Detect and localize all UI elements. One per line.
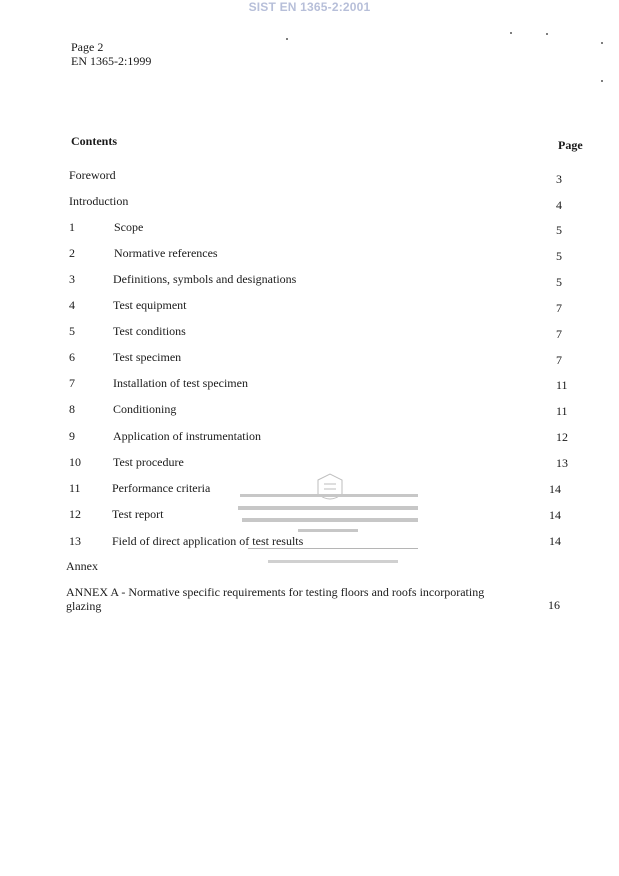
toc-row-8 [0,401,619,417]
document-id: EN 1365-2:1999 [71,54,152,68]
annex-label: Annex [66,559,98,573]
toc-entry-title: Test equipment [113,298,187,312]
toc-entry-title: Scope [114,220,144,234]
toc-entry-title: Conditioning [113,402,177,416]
toc-entry-title: Introduction [69,194,129,208]
toc-entry-number: 10 [69,455,81,469]
toc-entry-title: Test conditions [113,324,186,338]
toc-entry-page: 4 [556,198,562,212]
toc-entry-number: 6 [69,350,75,364]
scan-speck [286,38,288,40]
toc-row-3 [0,271,619,287]
toc-entry-number: 1 [69,220,75,234]
toc-entry-number: 7 [69,376,75,390]
toc-entry-page: 7 [556,353,562,367]
scan-speck [601,42,603,44]
toc-entry-page: 12 [556,430,568,444]
toc-row-9 [0,428,619,444]
toc-entry-page: 11 [556,404,568,418]
annex-a-title: ANNEX A - Normative specific requirements for testing floors and roofs incorporating glazing [66,585,485,613]
toc-entry-title: Foreword [69,168,116,182]
toc-entry-title: Normative references [114,246,218,260]
toc-entry-page: 3 [556,172,562,186]
toc-entry-page: 11 [556,378,568,392]
toc-row-4 [0,297,619,313]
toc-entry-number: 12 [69,507,81,521]
scan-speck [546,33,548,35]
toc-entry-title: Test procedure [113,455,184,469]
page-number-label: Page 2 [71,40,104,54]
toc-entry-page: 5 [556,223,562,237]
toc-entry-page: 13 [556,456,568,470]
toc-entry-number: 4 [69,298,75,312]
page-column-heading: Page [558,138,583,152]
toc-row-introduction [0,193,619,212]
toc-entry-number: 9 [69,429,75,443]
toc-entry-title: Test report [112,507,164,521]
toc-entry-page: 5 [556,249,562,263]
toc-entry-number: 11 [69,481,81,495]
toc-entry-number: 13 [69,534,81,548]
toc-row-foreword [0,167,619,186]
toc-row-1 [0,219,619,235]
scan-speck [601,80,603,82]
toc-entry-page: 5 [556,275,562,289]
contents-heading: Contents [71,134,118,148]
toc-entry-title: Test specimen [113,350,182,364]
annex-a-page: 16 [548,598,560,612]
toc-entry-title: Performance criteria [112,481,211,495]
toc-entry-title: Field of direct application of test results [112,534,304,548]
toc-entry-page: 7 [556,301,562,315]
toc-entry-title: Installation of test specimen [113,376,248,390]
toc-row-10 [0,454,619,470]
toc-row-6 [0,349,619,365]
scan-speck [510,32,512,34]
toc-entry-number: 2 [69,246,75,260]
official-stamp-icon [238,472,420,572]
toc-entry-page: 14 [549,482,561,496]
toc-entry-number: 5 [69,324,75,338]
toc-entry-page: 7 [556,327,562,341]
toc-entry-title: Application of instrumentation [113,429,261,443]
toc-entry-title: Definitions, symbols and designations [113,272,297,286]
toc-entry-number: 8 [69,402,75,416]
watermark-text: SIST EN 1365-2:2001 [248,0,371,14]
toc-row-5 [0,323,619,339]
toc-row-2 [0,245,619,261]
toc-entry-page: 14 [549,534,561,548]
toc-entry-page: 14 [549,508,561,522]
toc-row-7 [0,375,619,391]
toc-entry-number: 3 [69,272,75,286]
